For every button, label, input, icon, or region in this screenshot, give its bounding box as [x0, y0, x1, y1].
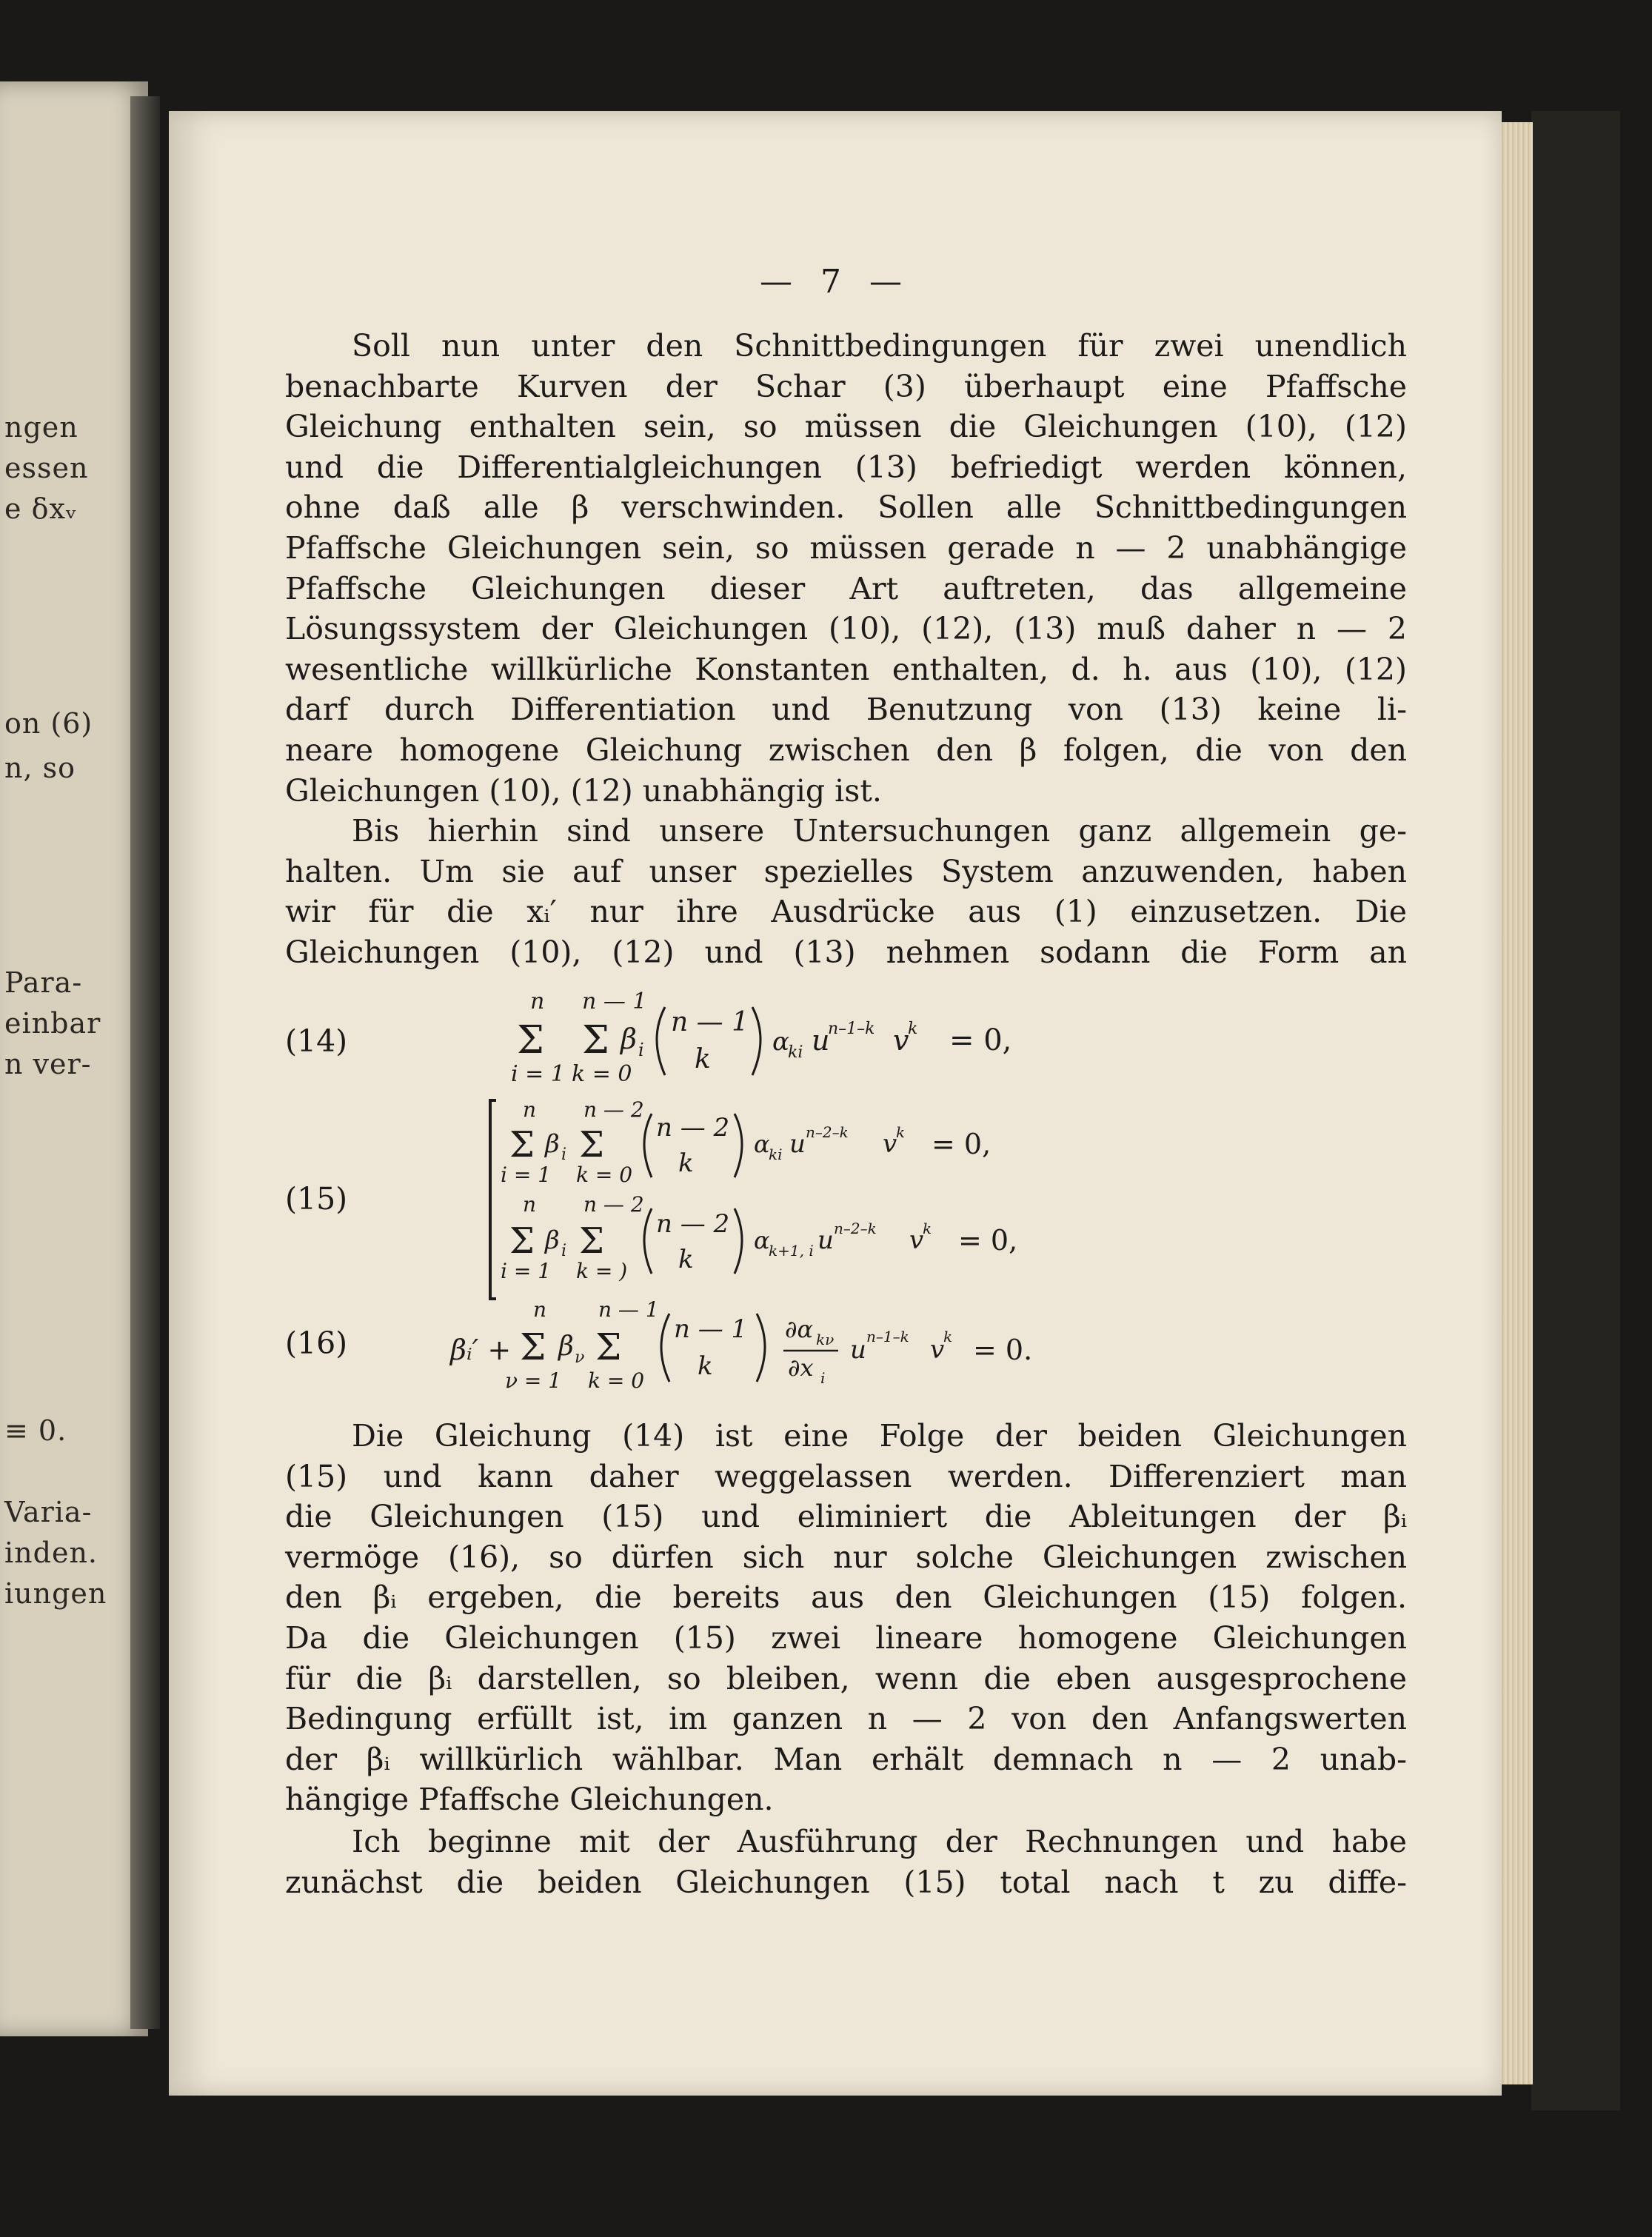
u-exponent: n–1–k: [866, 1328, 909, 1345]
sum-upper-limit: n — 2: [583, 1192, 644, 1217]
system-brace: [490, 1100, 496, 1299]
v-symbol: v: [893, 1024, 909, 1057]
fragment: on (6): [4, 707, 93, 740]
paragraph-4: [285, 1822, 1407, 1902]
sum-upper-limit: n: [523, 1097, 537, 1122]
text-line: Gleichungen (10), (12) und (13) nehmen sodann die Form an: [285, 934, 1407, 970]
sum-lower-limit: k = 0: [588, 1368, 645, 1393]
sum-upper-limit: n: [523, 1192, 537, 1217]
beta-symbol: β: [545, 1129, 560, 1159]
beta-symbol: β: [545, 1225, 560, 1255]
beta-prime-term: βᵢ′ +: [450, 1334, 512, 1366]
fragment: ≡ 0.: [4, 1414, 67, 1447]
sum-upper-limit: n — 1: [582, 989, 647, 1014]
v-symbol: v: [930, 1335, 945, 1365]
fraction-denominator: ∂x: [788, 1354, 814, 1382]
alpha-subscript: k+1, i: [769, 1242, 814, 1260]
binomial-bottom: k: [678, 1148, 694, 1178]
paragraph-3: [285, 1416, 1407, 1820]
fragment: e δxᵥ: [4, 492, 78, 525]
equation-rhs: = 0,: [932, 1128, 991, 1160]
binomial-top: n — 2: [656, 1209, 730, 1239]
u-exponent: n–1–k: [828, 1020, 875, 1038]
beta-subscript: ν: [575, 1348, 585, 1367]
fraction-numerator: ∂α: [785, 1315, 814, 1343]
sum-lower-limit: k = 0: [572, 1061, 632, 1087]
sum-lower-limit: k = 0: [576, 1163, 633, 1187]
sum-sign: Σ: [517, 1018, 544, 1063]
text-line: wesentliche willkürliche Konstanten enthalten, d. h. aus (10), (12): [285, 651, 1407, 687]
text-line: darf durch Differentiation und Benutzung von (13) keine li-: [285, 692, 1407, 728]
equation-14: [511, 985, 1257, 1089]
sum-lower-limit: i = 1: [501, 1259, 552, 1283]
text-line: zunächst die beiden Gleichungen (15) total nach t zu diffe-: [285, 1864, 1407, 1900]
right-paren: [735, 1208, 742, 1274]
text-line: Gleichungen (10), (12) unabhängig ist.: [285, 772, 882, 809]
beta-subscript: i: [561, 1242, 567, 1260]
text-line: Bis hierhin sind unsere Untersuchungen ganz allgemein ge-: [352, 813, 1407, 849]
fragment: iungen: [4, 1577, 107, 1610]
sum-lower-limit: i = 1: [511, 1061, 565, 1087]
alpha-symbol: α: [772, 1027, 789, 1057]
sum-upper-limit: n — 2: [583, 1097, 644, 1122]
v-exponent: k: [896, 1123, 906, 1141]
right-paren: [735, 1114, 742, 1177]
v-symbol: v: [883, 1129, 897, 1159]
text-line: und die Differentialgleichungen (13) befriedigt werden können,: [285, 449, 1407, 485]
left-paren: [644, 1208, 652, 1274]
fragment: essen: [4, 452, 89, 484]
sum-sign: Σ: [579, 1220, 604, 1262]
alpha-symbol: α: [754, 1130, 770, 1158]
book-cover-edge: [1531, 111, 1620, 2110]
equation-rhs: = 0.: [973, 1334, 1033, 1366]
left-paren: [644, 1114, 652, 1177]
sum-sign: Σ: [509, 1220, 535, 1262]
equation-16: [450, 1296, 1280, 1407]
fraction-denominator-subscript: i: [820, 1369, 826, 1387]
binomial-top: n — 1: [671, 1007, 749, 1037]
text-line: der βᵢ willkürlich wählbar. Man erhält demnach n — 2 unab-: [285, 1741, 1407, 1777]
text-line: Bedingung erfüllt ist, im ganzen n — 2 von den Anfangswerten: [285, 1701, 1407, 1737]
v-exponent: k: [943, 1328, 953, 1345]
v-exponent: k: [923, 1220, 932, 1237]
text-line: Gleichung enthalten sein, so müssen die Gleichungen (10), (12): [285, 409, 1407, 445]
previous-page-edge: [0, 81, 148, 2036]
beta-symbol: β: [621, 1023, 637, 1055]
sum-upper-limit: n: [530, 989, 545, 1014]
text-line: benachbarte Kurven der Schar (3) überhaupt eine Pfaffsche: [285, 368, 1407, 404]
equation-15: [480, 1096, 1257, 1303]
text-line: Ich beginne mit der Ausführung der Rechnungen und habe: [352, 1824, 1407, 1859]
fragment: Para-: [4, 966, 83, 999]
sum-lower-limit: ν = 1: [505, 1368, 562, 1393]
right-paren: [757, 1314, 765, 1382]
fragment: einbar: [4, 1007, 101, 1040]
book-gutter: [130, 96, 160, 2029]
binomial-top: n — 2: [656, 1113, 730, 1143]
binomial-top: n — 1: [674, 1314, 748, 1344]
text-line: für die βᵢ darstellen, so bleiben, wenn die eben ausgesprochene: [285, 1660, 1407, 1696]
beta-symbol: β: [558, 1331, 574, 1362]
sum-sign: Σ: [595, 1325, 622, 1368]
text-line: Soll nun unter den Schnittbedingungen für zwei unendlich: [352, 328, 1407, 364]
text-line: (15) und kann daher weggelassen werden. Differenziert man: [285, 1458, 1407, 1494]
sum-sign: Σ: [582, 1018, 609, 1063]
sum-sign: Σ: [509, 1124, 535, 1166]
fragment: n ver-: [4, 1048, 92, 1080]
beta-subscript: i: [638, 1040, 644, 1060]
binomial-bottom: k: [678, 1245, 694, 1274]
binomial-bottom: k: [695, 1044, 711, 1074]
right-paren: [752, 1007, 760, 1075]
sum-lower-limit: i = 1: [501, 1163, 552, 1187]
alpha-subscript: ki: [769, 1146, 783, 1163]
alpha-subscript: ki: [788, 1043, 803, 1062]
equation-rhs: = 0,: [949, 1023, 1012, 1057]
equation-15-label: (15): [285, 1181, 348, 1217]
sum-sign: Σ: [579, 1124, 604, 1166]
alpha-symbol: α: [754, 1226, 770, 1254]
text-line: ohne daß alle β verschwinden. Sollen alle Schnittbedingungen: [285, 489, 1407, 526]
left-paren: [661, 1314, 669, 1382]
u-exponent: n–2–k: [834, 1220, 877, 1237]
text-line: neare homogene Gleichung zwischen den β folgen, die von den: [285, 732, 1407, 768]
text-line: Die Gleichung (14) ist eine Folge der beiden Gleichungen: [352, 1418, 1407, 1454]
equation-rhs: = 0,: [958, 1224, 1018, 1257]
binomial-bottom: k: [698, 1351, 713, 1381]
paragraph-1: [285, 326, 1407, 811]
fragment: n, so: [4, 752, 76, 784]
text-line: wir für die xᵢ′ nur ihre Ausdrücke aus (1) einzusetzen. Die: [285, 894, 1407, 930]
text-line: Pfaffsche Gleichungen dieser Art auftreten, das allgemeine: [285, 570, 1407, 606]
v-exponent: k: [908, 1020, 918, 1038]
u-symbol: u: [850, 1335, 866, 1365]
v-symbol: v: [909, 1225, 924, 1255]
text-line: den βᵢ ergeben, die bereits aus den Gleichungen (15) folgen.: [285, 1579, 1407, 1616]
sum-upper-limit: n: [533, 1297, 547, 1322]
fraction-numerator-subscript: kν: [816, 1331, 835, 1348]
u-symbol: u: [817, 1225, 834, 1255]
text-line: hängige Pfaffsche Gleichungen.: [285, 1782, 774, 1818]
text-line: Pfaffsche Gleichungen sein, so müssen gerade n — 2 unabhängige: [285, 529, 1407, 566]
left-paren: [657, 1007, 665, 1075]
beta-subscript: i: [561, 1146, 567, 1164]
fragment: ngen: [4, 411, 78, 444]
page-number: — 7 —: [760, 263, 911, 301]
sum-lower-limit: k = ): [576, 1259, 628, 1283]
book-page: [169, 111, 1502, 2096]
text-line: Da die Gleichungen (15) zwei lineare homogene Gleichungen: [285, 1619, 1407, 1656]
equation-16-label: (16): [285, 1325, 348, 1361]
sum-sign: Σ: [520, 1325, 546, 1368]
u-symbol: u: [789, 1129, 806, 1159]
text-line: vermöge (16), so dürfen sich nur solche Gleichungen zwischen: [285, 1539, 1407, 1575]
u-exponent: n–2–k: [806, 1123, 849, 1141]
text-line: halten. Um sie auf unser spezielles System anzuwenden, haben: [285, 853, 1407, 889]
paragraph-2: [285, 811, 1407, 972]
u-symbol: u: [812, 1024, 830, 1057]
equation-14-label: (14): [285, 1023, 348, 1059]
text-line: die Gleichungen (15) und eliminiert die Ableitungen der βᵢ: [285, 1499, 1407, 1535]
sum-upper-limit: n — 1: [598, 1297, 659, 1322]
text-line: Lösungssystem der Gleichungen (10), (12), (13) muß daher n — 2: [285, 611, 1407, 647]
fragment: inden.: [4, 1537, 98, 1569]
fragment: Varia-: [4, 1496, 93, 1528]
